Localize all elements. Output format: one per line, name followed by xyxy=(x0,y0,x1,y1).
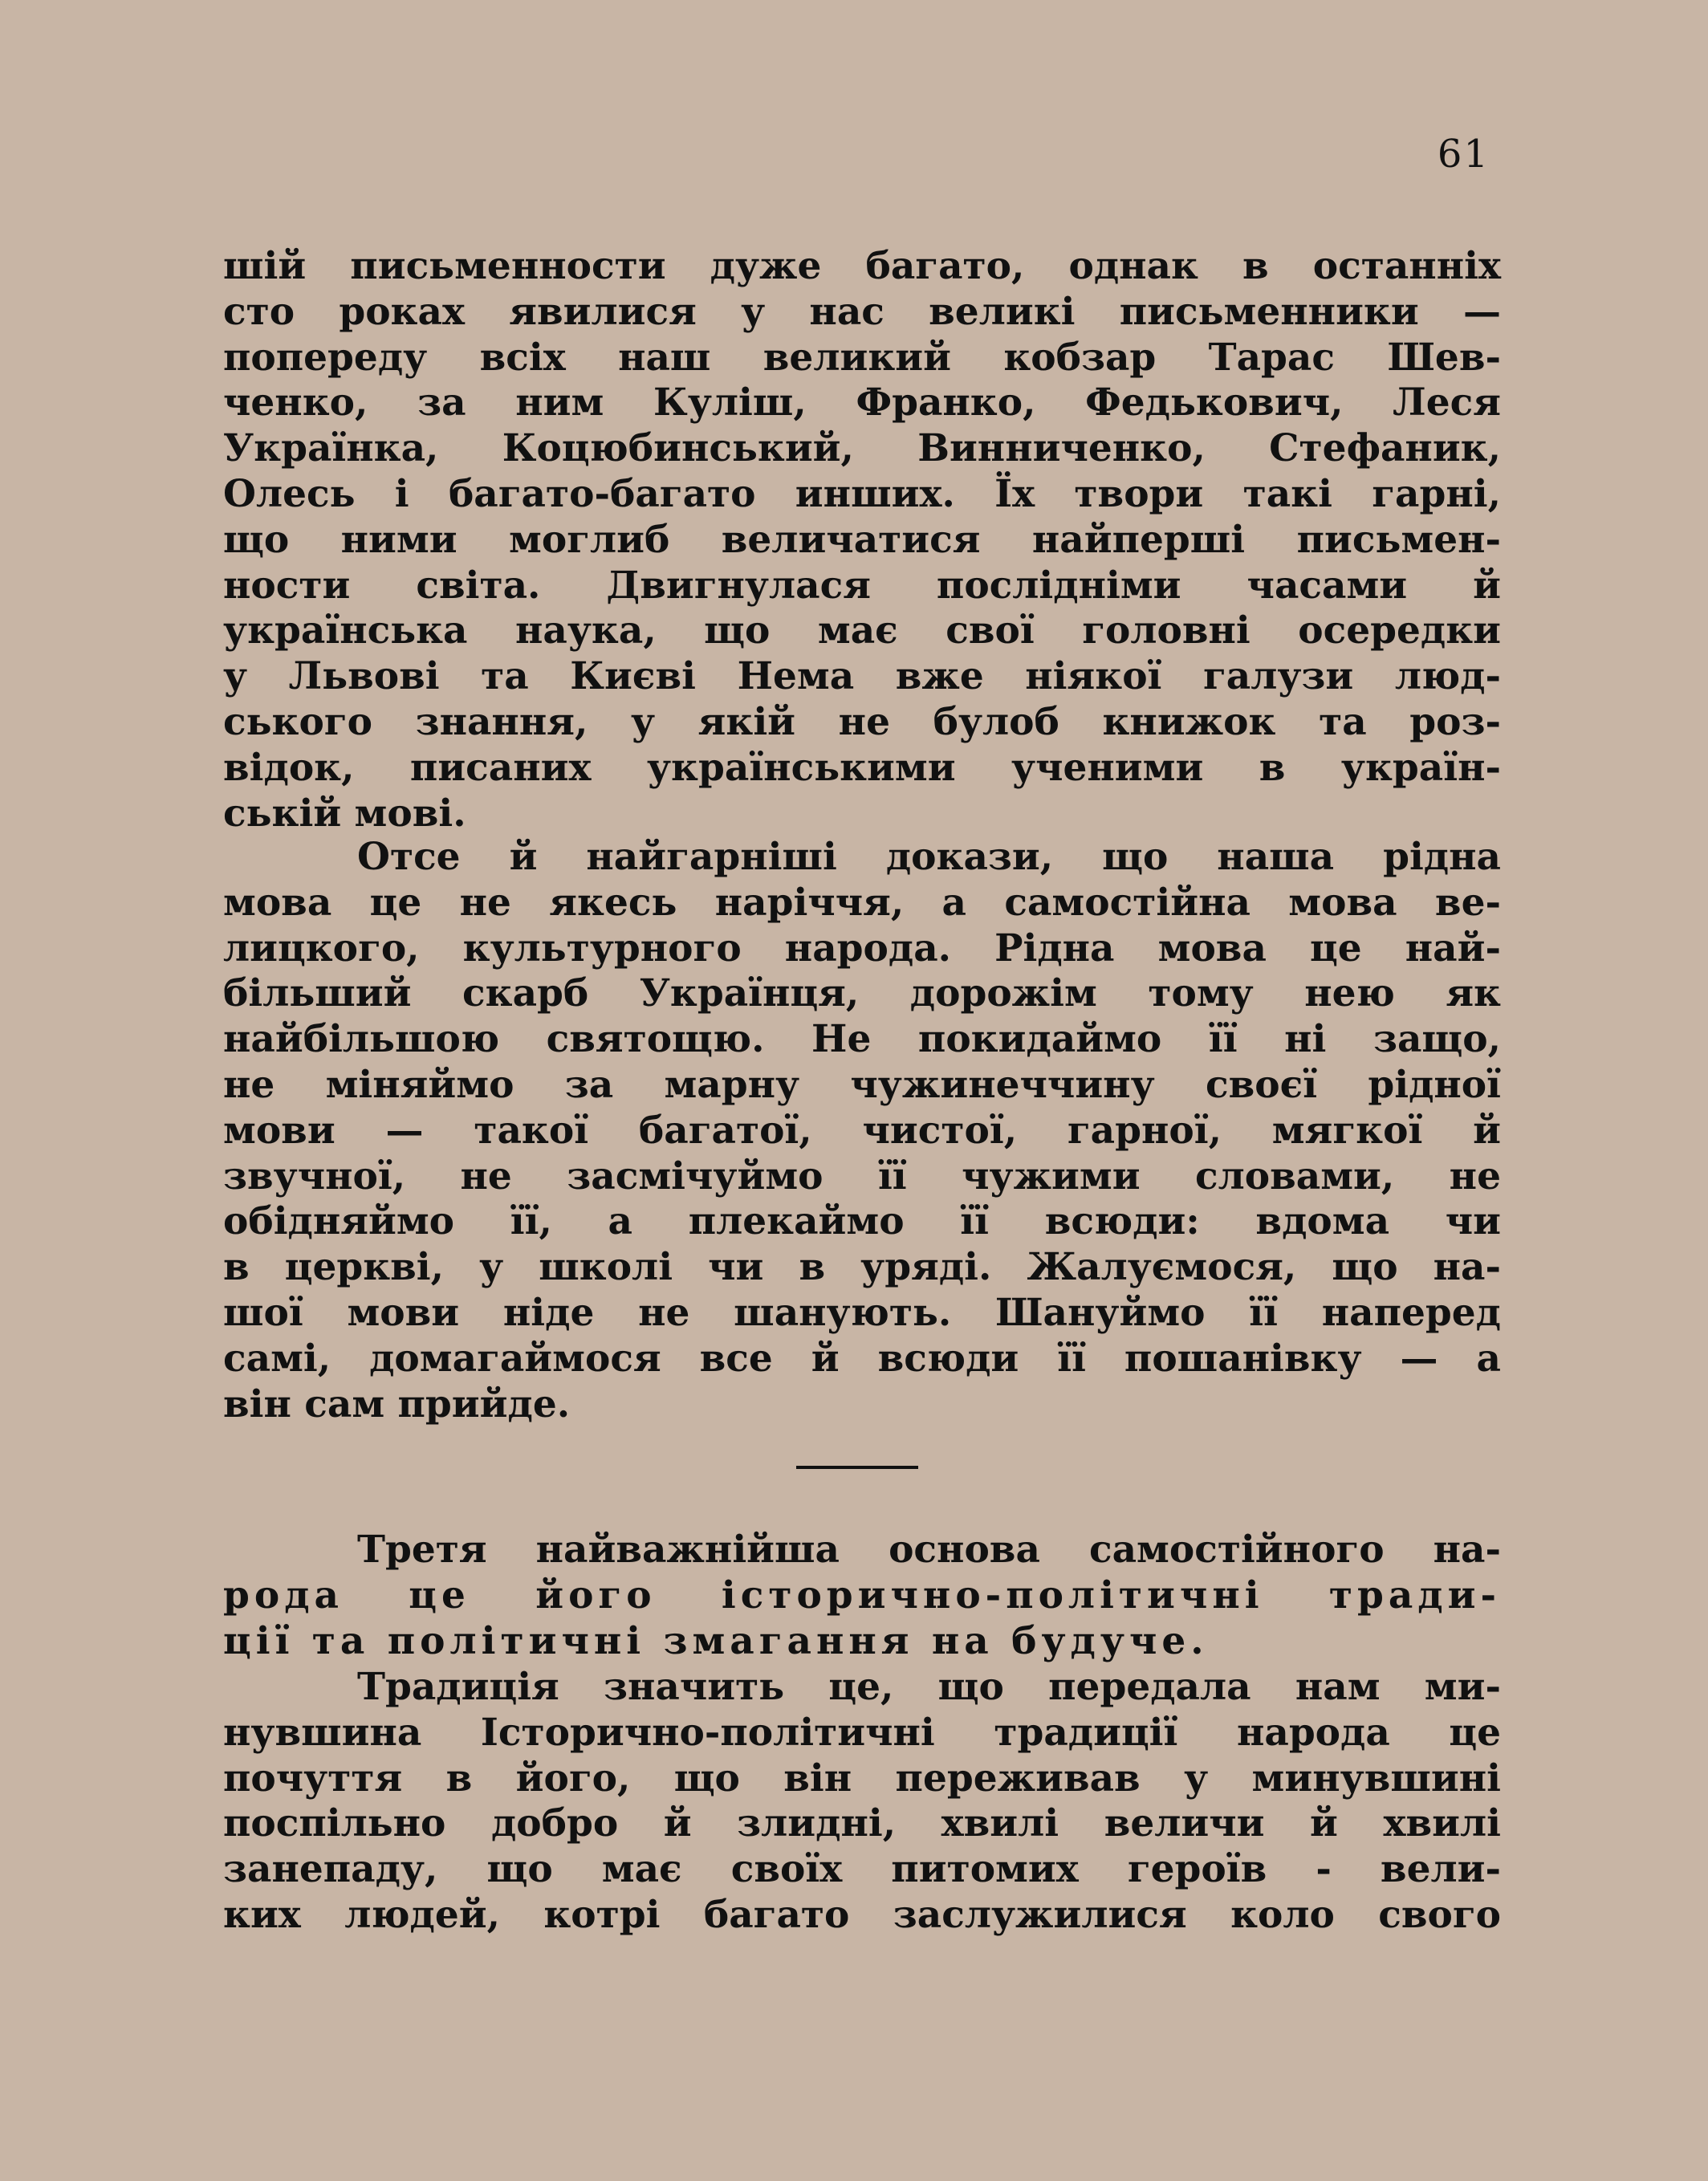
text-line: Традиція значить це, що передала нам ми- xyxy=(357,1665,1501,1709)
text-line: Олесь і багато-багато инших. Їх твори такі гарні, xyxy=(223,471,1501,516)
text-line: поспільно добро й злидні, хвилі величи й хвилі xyxy=(223,1801,1501,1846)
text-line: Третя найважнійша основа самостійного на- xyxy=(357,1528,1501,1572)
text-line: лицкого, культурного народа. Рідна мова це най- xyxy=(223,926,1501,970)
text-line: українська наука, що має свої головні осередки xyxy=(223,608,1501,653)
text-line: нувшина Історично-політичні традиції народа це xyxy=(223,1710,1501,1755)
text-line: попереду всіх наш великий кобзар Тарас Шев- xyxy=(223,335,1501,380)
text-line: у Львові та Києві Нема вже ніякої галузи люд- xyxy=(223,654,1501,699)
paragraph-4 xyxy=(223,1665,1501,1939)
text-line: Отсе й найгарніші докази, що наша рідна xyxy=(357,835,1501,879)
text-line: що ними моглиб величатися найперші письмен- xyxy=(223,517,1501,562)
text-line: звучної, не засмічуймо її чужими словами, не xyxy=(223,1154,1501,1198)
text-line: сто роках явилися у нас великі письменники — xyxy=(223,289,1501,334)
text-line: обідняймо її, а плекаймо її всюди: вдома чи xyxy=(223,1199,1501,1244)
section-divider xyxy=(796,1466,918,1469)
text-line: шої мови ніде не шанують. Шануймо її наперед xyxy=(223,1290,1501,1335)
text-line: він сам прийде. xyxy=(223,1381,571,1426)
paragraph-2 xyxy=(223,835,1501,1427)
text-line: найбільшою святощю. Не покидаймо її ні защо, xyxy=(223,1017,1501,1062)
paragraph-1 xyxy=(223,244,1501,836)
text-line: самі, домагаймося все й всюди її пошанівку — а xyxy=(223,1336,1501,1381)
text-line: шій письменности дуже багато, однак в останніх xyxy=(223,244,1501,288)
text-line: Українка, Коцюбинський, Винниченко, Стефаник, xyxy=(223,426,1501,471)
text-line: занепаду, що має своїх питомих героїв - вели- xyxy=(223,1847,1501,1892)
text-line: в церкві, у школі чи в уряді. Жалуємося, що на- xyxy=(223,1245,1501,1290)
text-line: мова це не якесь наріччя, а самостійна мова ве- xyxy=(223,880,1501,925)
text-line: більший скарб Українця, дорожім тому нею як xyxy=(223,971,1501,1016)
text-line: ности світа. Двигнулася послідніми часами й xyxy=(223,563,1501,608)
text-line: ких людей, котрі багато заслужилися коло свого xyxy=(223,1892,1501,1937)
text-line: ській мові. xyxy=(223,791,466,836)
text-line: мови — такої багатої, чистої, гарної, мягкої й xyxy=(223,1108,1501,1153)
text-line: не міняймо за марну чужинеччину своєї рідної xyxy=(223,1062,1501,1107)
text-line: рода це його історично-політичні тради- xyxy=(223,1573,1501,1617)
paragraph-3 xyxy=(223,1528,1501,1664)
text-line: ченко, за ним Куліш, Франко, Федькович, Леся xyxy=(223,380,1501,425)
text-line: почуття в його, що він переживав у минувшині xyxy=(223,1756,1501,1801)
text-line: ції та політичні змагання на будуче. xyxy=(223,1618,1209,1663)
text-line: ського знання, у якій не булоб книжок та роз- xyxy=(223,699,1501,744)
page-number: 61 xyxy=(1437,132,1490,177)
text-line: відок, писаних українськими ученими в україн- xyxy=(223,745,1501,790)
